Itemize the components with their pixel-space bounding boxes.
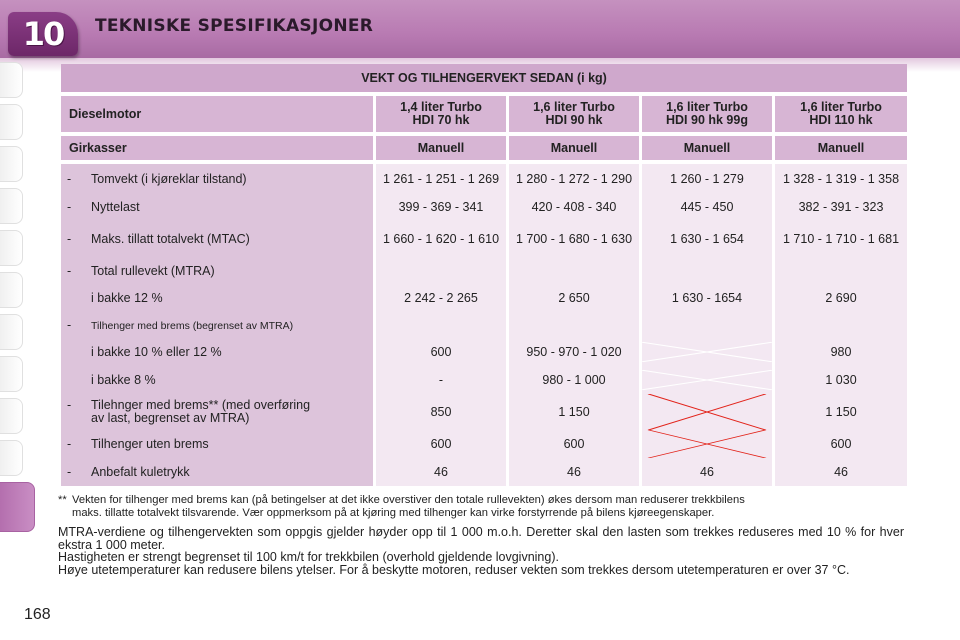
table-row (61, 164, 907, 194)
side-tab[interactable] (0, 62, 23, 98)
table-cell: 1 030 (775, 366, 907, 394)
table-cell: 1 261 - 1 251 - 1 269 (376, 164, 506, 194)
table-row (61, 394, 907, 430)
table-cell: 850 (376, 394, 506, 430)
side-tab[interactable] (0, 356, 23, 392)
side-tab[interactable] (0, 104, 23, 140)
gearbox-row (61, 136, 907, 160)
table-title: VEKT OG TILHENGERVEKT SEDAN (i kg) (61, 64, 907, 92)
table-cell: 382 - 391 - 323 (775, 194, 907, 220)
table-cell: 1 700 - 1 680 - 1 630 (509, 220, 639, 258)
side-tab[interactable] (0, 230, 23, 266)
table-row (61, 258, 907, 284)
note-paragraph: MTRA-verdiene og tilhengervekten som oppgis gjelder høyder opp til 1 000 m.o.h. Deretter skal den lasten som trekkes reduseres med 10 % for hver ekstra 1 000 meter. (58, 525, 904, 552)
table-row (61, 220, 907, 258)
chapter-badge (8, 12, 78, 56)
table-row (61, 458, 907, 486)
not-applicable-cross-icon (642, 430, 772, 458)
table-cell: 445 - 450 (642, 194, 772, 220)
page-number: 168 (24, 606, 51, 623)
table-cell: 1 630 - 1 654 (642, 220, 772, 258)
row-label: - Tilhenger uten brems (61, 430, 373, 458)
gearbox-label: Girkasser (61, 136, 373, 160)
row-label: - Total rullevekt (MTRA) (61, 258, 373, 284)
side-tab[interactable] (0, 440, 23, 476)
table-row (61, 194, 907, 220)
not-applicable-cross-icon (642, 366, 772, 394)
side-tab[interactable] (0, 188, 23, 224)
table-cell: 950 - 970 - 1 020 (509, 338, 639, 366)
note-paragraph: Hastigheten er strengt begrenset til 100 km/t for trekkbilen (overhold gjeldende lovgivning). (58, 550, 559, 564)
chapter-number: 10 (22, 15, 64, 53)
side-tab[interactable] (0, 398, 23, 434)
table-cell: - (376, 366, 506, 394)
table-cell: 2 650 (509, 284, 639, 312)
table-row (61, 284, 907, 312)
table-cell: 980 (775, 338, 907, 366)
not-applicable-cross-icon (642, 338, 772, 366)
table-row (61, 430, 907, 458)
table-cell: 600 (376, 430, 506, 458)
row-label: i bakke 8 % (61, 366, 373, 394)
table-cell: 46 (376, 458, 506, 486)
table-cell: 46 (509, 458, 639, 486)
table-cell: 1 328 - 1 319 - 1 358 (775, 164, 907, 194)
row-label: i bakke 10 % eller 12 % (61, 338, 373, 366)
table-cell: 399 - 369 - 341 (376, 194, 506, 220)
row-label: - Tilhenger med brems (begrenset av MTRA) (61, 312, 373, 338)
table-cell: 1 630 - 1654 (642, 284, 772, 312)
gearbox-cell: Manuell (509, 136, 639, 160)
table-cell: 600 (376, 338, 506, 366)
table-cell: 1 150 (775, 394, 907, 430)
engine-row (61, 96, 907, 132)
side-tab[interactable] (0, 146, 23, 182)
engine-header: 1,6 liter Turbo HDI 110 hk (775, 96, 907, 132)
table-cell: 2 242 - 2 265 (376, 284, 506, 312)
not-applicable-cell (642, 366, 772, 394)
page-title: TEKNISKE SPESIFIKASJONER (95, 16, 374, 36)
side-tab[interactable] (0, 314, 23, 350)
table-cell: 1 150 (509, 394, 639, 430)
not-applicable-cell (642, 430, 772, 458)
note-paragraph: Høye utetemperaturer kan redusere bilens ytelser. For å beskytte motoren, reduser vekten som trekkes dersom utetemperaturen er over 37 °C. (58, 562, 850, 577)
table-cell: 46 (775, 458, 907, 486)
notes-paragraphs (58, 526, 904, 576)
side-tabs (0, 62, 34, 538)
table-cell: 1 260 - 1 279 (642, 164, 772, 194)
row-label: - Anbefalt kuletrykk (61, 458, 373, 486)
not-applicable-cross-icon (642, 394, 772, 430)
table-cell: 46 (642, 458, 772, 486)
table-cell: 420 - 408 - 340 (509, 194, 639, 220)
table-cell: 600 (509, 430, 639, 458)
gearbox-cell: Manuell (775, 136, 907, 160)
table-cell: 1 660 - 1 620 - 1 610 (376, 220, 506, 258)
engine-header: 1,4 liter Turbo HDI 70 hk (376, 96, 506, 132)
row-label: - Nyttelast (61, 194, 373, 220)
engine-label: Dieselmotor (61, 96, 373, 132)
footnote: ** Vekten for tilhenger med brems kan (på betingelser at det ikke overstiver den totale rullevekten) økes dersom man reduserer trekkbilens maks. tillatte totalvekt tilsvarende. Vær oppmerksom på at kjøring med tilhenger kan virke forstyrrende på bilens kjøreegenskaper. (58, 494, 745, 519)
table-row (61, 366, 907, 394)
table-cell: 1 280 - 1 272 - 1 290 (509, 164, 639, 194)
gearbox-cell: Manuell (376, 136, 506, 160)
table-cell: 600 (775, 430, 907, 458)
row-label: - Tilehnger med brems** (med overføring av last, begrenset av MTRA) (61, 394, 373, 430)
table-cell: 1 710 - 1 710 - 1 681 (775, 220, 907, 258)
table-cell: 2 690 (775, 284, 907, 312)
engine-header: 1,6 liter Turbo HDI 90 hk 99g (642, 96, 772, 132)
side-tab[interactable] (0, 272, 23, 308)
weight-spec-table (58, 64, 910, 486)
header-band (0, 0, 960, 58)
not-applicable-cell (642, 338, 772, 366)
row-label: - Tomvekt (i kjøreklar tilstand) (61, 164, 373, 194)
gearbox-cell: Manuell (642, 136, 772, 160)
not-applicable-cell (642, 394, 772, 430)
engine-header: 1,6 liter Turbo HDI 90 hk (509, 96, 639, 132)
row-label: i bakke 12 % (61, 284, 373, 312)
table-row (61, 338, 907, 366)
row-label: - Maks. tillatt totalvekt (MTAC) (61, 220, 373, 258)
table-row (61, 312, 907, 338)
table-cell: 980 - 1 000 (509, 366, 639, 394)
side-tab-active[interactable] (0, 482, 35, 532)
